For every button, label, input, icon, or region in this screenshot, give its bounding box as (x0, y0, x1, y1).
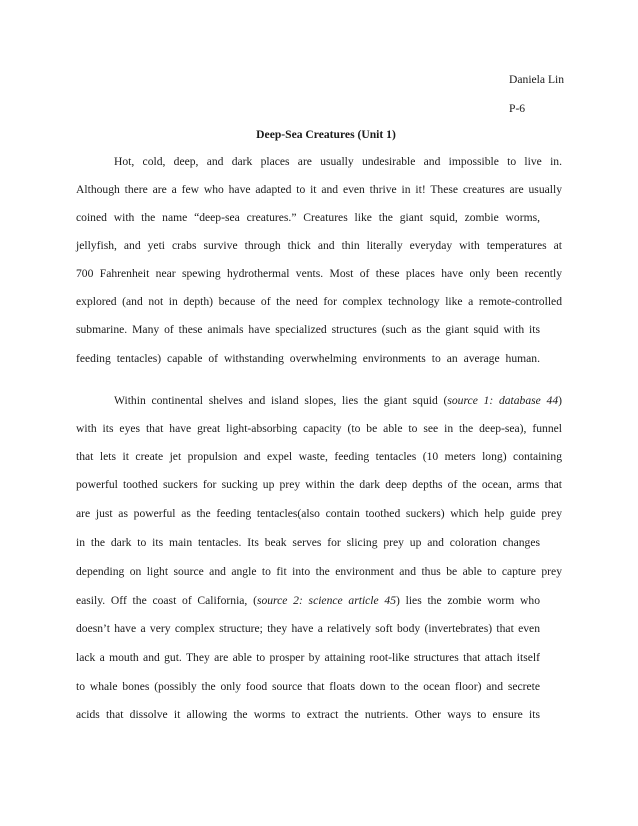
source-citation-1: source 1: database 44 (447, 394, 559, 407)
paragraph-1-line-4: jellyfish, and yeti crabs survive through thick and thin literally everyday with temperatures at (76, 239, 562, 252)
paragraph-1-line-6: explored (and not in depth) because of the need for complex technology like a remote-controlled (76, 295, 562, 308)
paragraph-2-line-7: depending on light source and angle to fit into the environment and thus be able to capture prey (76, 565, 562, 578)
class-period: P-6 (509, 102, 526, 115)
author-name: Daniela Lin (509, 73, 565, 86)
paragraph-2-line-2: with its eyes that have great light-absorbing capacity (to be able to see in the deep-sea), funnel (76, 422, 562, 435)
paragraph-1-line-5: 700 Fahrenheit near spewing hydrothermal vents. Most of these places have only been recently (76, 267, 562, 280)
paragraph-2-line-4: powerful toothed suckers for sucking up prey within the dark deep depths of the ocean, arms that (76, 478, 562, 491)
paragraph-2-line-12: acids that dissolve it allowing the worms to extract the nutrients. Other ways to ensure its (76, 708, 540, 721)
paragraph-2-line-8 (76, 594, 540, 608)
source-citation-2: source 2: science article 45 (256, 594, 397, 607)
paragraph-2-line-8-text: easily. Off the coast of California, ( (76, 594, 257, 607)
paragraph-2-line-6: in the dark to its main tentacles. Its beak serves for slicing prey up and coloration changes (76, 536, 540, 549)
paragraph-1-line-1: Hot, cold, deep, and dark places are usually undesirable and impossible to live in. (114, 155, 562, 168)
paragraph-1-line-7: submarine. Many of these animals have specialized structures (such as the giant squid with its (76, 323, 540, 336)
paragraph-1-line-3: coined with the name “deep-sea creatures.” Creatures like the giant squid, zombie worms, (76, 211, 540, 224)
paragraph-1-line-2: Although there are a few who have adapted to it and even thrive in it! These creatures are usually (76, 183, 562, 196)
paragraph-2-line-1-text: Within continental shelves and island slopes, lies the giant squid ( (114, 394, 448, 407)
essay-title: Deep-Sea Creatures (Unit 1) (256, 128, 396, 141)
paragraph-2-line-8-rest: ) lies the zombie worm who (396, 594, 540, 607)
paragraph-2-line-5: are just as powerful as the feeding tentacles(also contain toothed suckers) which help guide prey (76, 507, 562, 520)
paragraph-2-line-11: to whale bones (possibly the only food source that floats down to the ocean floor) and secrete (76, 680, 540, 693)
paragraph-2-line-9: doesn’t have a very complex structure; they have a relatively soft body (invertebrates) that even (76, 622, 540, 635)
paragraph-1-line-8: feeding tentacles) capable of withstanding overwhelming environments to an average human. (76, 352, 540, 365)
paragraph-2-line-10: lack a mouth and gut. They are able to prosper by attaining root-like structures that attach itself (76, 651, 540, 664)
paragraph-2-line-1 (114, 394, 562, 408)
paragraph-2-line-3: that lets it create jet propulsion and expel waste, feeding tentacles (10 meters long) containing (76, 450, 562, 463)
paragraph-2-line-1-close: ) (558, 394, 562, 407)
